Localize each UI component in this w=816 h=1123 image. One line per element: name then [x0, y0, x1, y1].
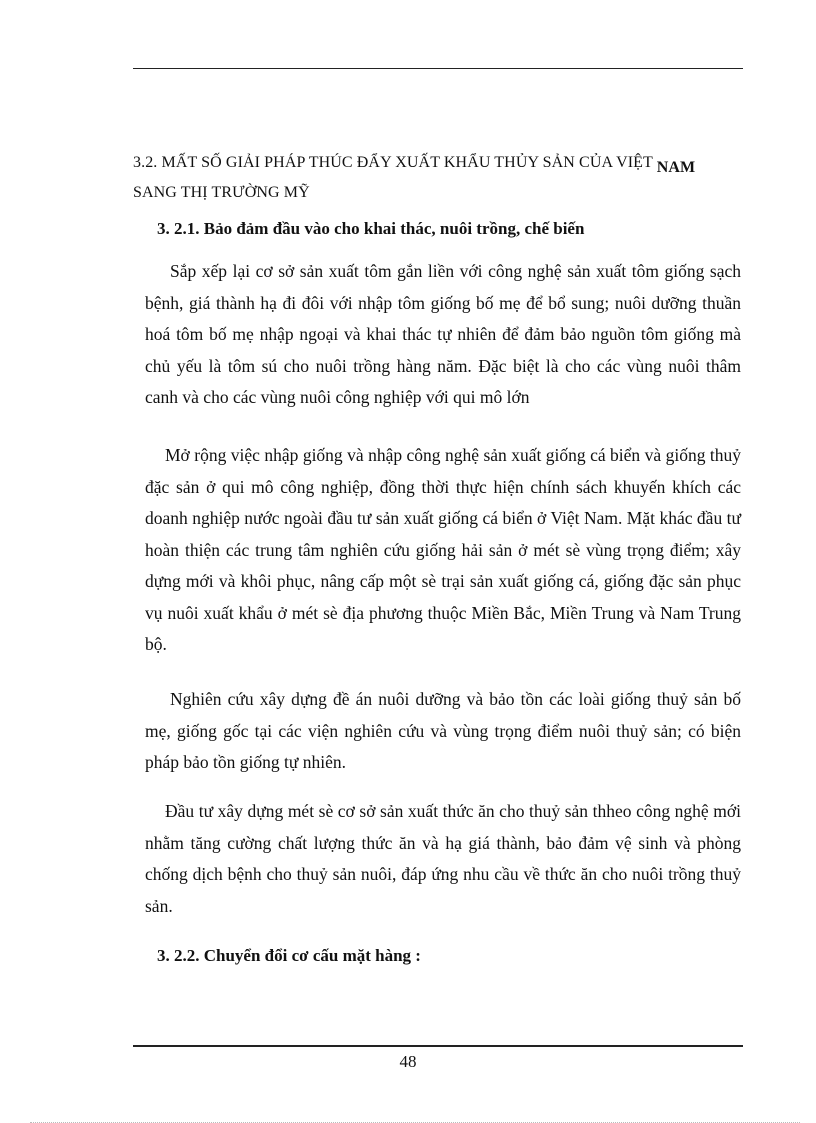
section-heading-line2: SANG THỊ TRƯỜNG MỸ: [133, 184, 310, 201]
section-heading: [133, 148, 743, 208]
section-heading-suffix: NAM: [656, 159, 696, 176]
subsection-heading-3-2-2: 3. 2.2. Chuyển đổi cơ cấu mặt hàng :: [157, 946, 421, 965]
paragraph-1: Sắp xếp lại cơ sở sản xuất tôm gắn liền với công nghệ sản xuất tôm giống sạch bệnh, giá thành hạ đi đôi với nhập tôm giống bố mẹ để bổ sung; nuôi dưỡng thuần hoá tôm bố mẹ nhập ngoại và khai thác tự nhiên để đảm bảo nguồn tôm giống mà chủ yếu là tôm sú cho nuôi trồng hàng năm. Đặc biệt là cho các vùng nuôi thâm canh và cho các vùng nuôi công nghiệp với qui mô lớn: [145, 261, 741, 407]
footer-rule: [133, 1045, 743, 1047]
header-rule: [133, 68, 743, 69]
subsection-heading-3-2-1: 3. 2.1. Bảo đảm đầu vào cho khai thác, nuôi trồng, chế biến: [157, 219, 585, 238]
paragraph-4: Đầu tư xây dựng mét sè cơ sở sản xuất thức ăn cho thuỷ sản thheo công nghệ mới nhằm tăng cường chất lượng thức ăn và hạ giá thành, bảo đảm vệ sinh và phòng chống dịch bệnh cho thuỷ sản nuôi, đáp ứng nhu cầu về thức ăn cho nuôi trồng thuỷ sản.: [145, 801, 741, 916]
page-number: 48: [399, 1052, 417, 1071]
paragraph-2: Mở rộng việc nhập giống và nhập công nghệ sản xuất giống cá biển và giống thuỷ đặc sản ở qui mô công nghiệp, đồng thời thực hiện chính sách khuyến khích các doanh nghiệp nước ngoài đầu tư sản xuất giống cá biển ở Việt Nam. Mặt khác đầu tư hoàn thiện các trung tâm nghiên cứu giống hải sản ở mét sè vùng trọng điểm; xây dựng mới và khôi phục, nâng cấp một sè trại sản xuất giống cá, giống đặc sản phục vụ nuôi xuất khẩu ở mét sè địa phương thuộc Miền Bắc, Miền Trung và Nam Trung bộ.: [145, 445, 741, 654]
section-heading-main: 3.2. MẤT SỐ GIẢI PHÁP THÚC ĐẨY XUẤT KHẨU THỦY SẢN CỦA VIỆT: [133, 154, 653, 171]
paragraph-3: Nghiên cứu xây dựng đề án nuôi dưỡng và bảo tồn các loài giống thuỷ sản bố mẹ, giống gốc tại các viện nghiên cứu và vùng trọng điểm nuôi thuỷ sản; có biện pháp bảo tồn giống tự nhiên.: [145, 689, 741, 772]
